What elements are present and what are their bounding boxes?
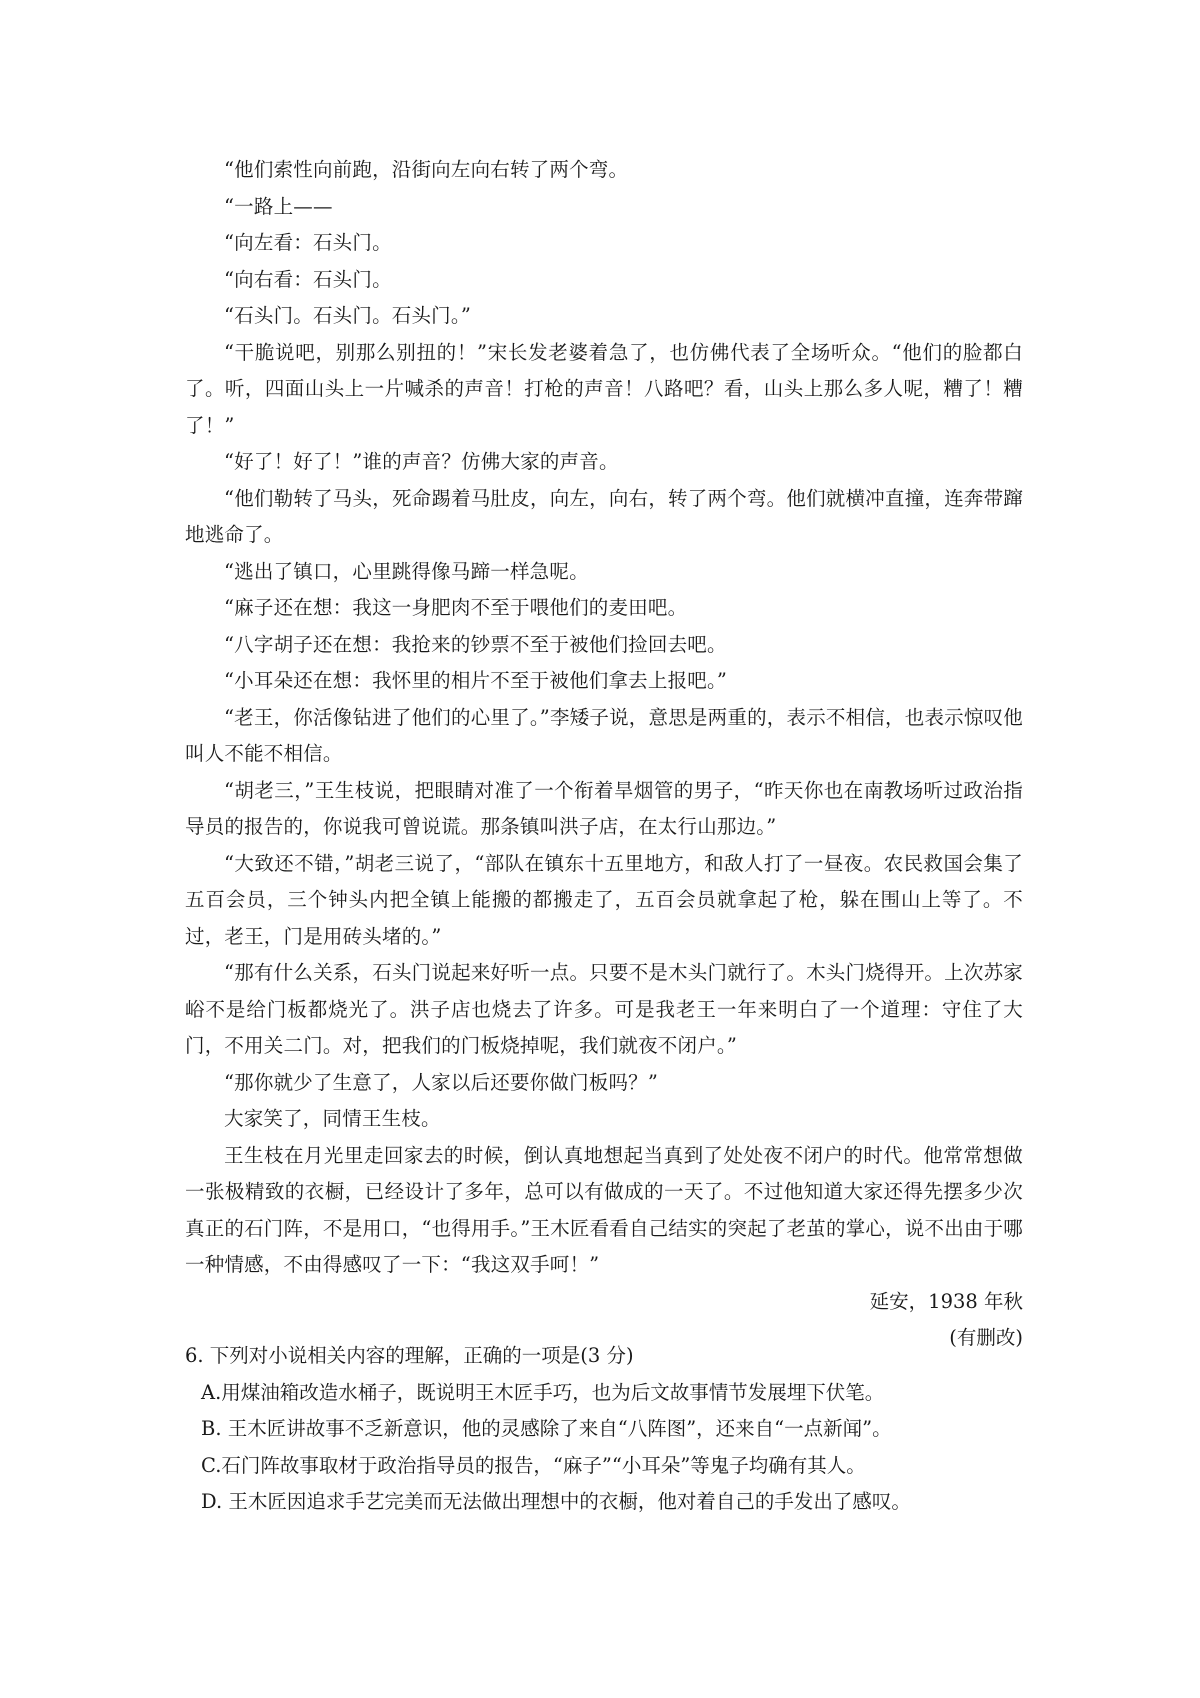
option-c: C.石门阵故事取材于政治指导员的报告，“麻子”“小耳朵”等鬼子均确有其人。 xyxy=(201,1453,866,1477)
question-6 xyxy=(185,1338,1023,1521)
paragraph: “八字胡子还在想：我抢来的钞票不至于被他们捡回去吧。 xyxy=(224,632,727,656)
option-b: B. 王木匠讲故事不乏新意识，他的灵感除了来自“八阵图”，还来自“一点新闻”。 xyxy=(201,1417,892,1440)
paragraph: “大致还不错，”胡老三说了，“部队在镇东十五里地方，和敌人打了一昼夜。农民救国会集了五百会员，三个钟头内把全镇上能搬的都搬走了，五百会员就拿起了枪，躲在围山上等了。不过，老王，门是用砖头堵的。” xyxy=(185,851,1023,948)
paragraph: “石头门。石头门。石头门。” xyxy=(224,304,471,327)
paragraph: “一路上—— xyxy=(224,194,333,218)
paragraph: “麻子还在想：我这一身肥肉不至于喂他们的麦田吧。 xyxy=(224,596,688,619)
paragraph: “干脆说吧，别那么别扭的！”宋长发老婆着急了，也仿佛代表了全场听众。“他们的脸都白了。听，四面山头上一片喊杀的声音！打枪的声音！八路吧？看，山头上那么多人呢，糟了！糟了！” xyxy=(185,340,1023,437)
paragraph: “那有什么关系，石头门说起来好听一点。只要不是木头门就行了。木头门烧得开。上次苏家峪不是给门板都烧光了。洪子店也烧去了许多。可是我老王一年来明白了一个道理：守住了大门，不用关二门。对，把我们的门板烧掉呢，我们就夜不闭户。” xyxy=(185,961,1023,1057)
dateline: 延安，1938 年秋 xyxy=(869,1289,1023,1313)
option-d: D. 王木匠因追求手艺完美而无法做出理想中的衣橱，他对着自己的手发出了感叹。 xyxy=(201,1490,911,1513)
paragraph: “逃出了镇口，心里跳得像马蹄一样急呢。 xyxy=(224,559,589,583)
paragraph: “小耳朵还在想：我怀里的相片不至于被他们拿去上报吧。” xyxy=(224,669,728,692)
paragraph: “老王，你活像钻进了他们的心里了。”李矮子说，意思是两重的，表示不相信，也表示惊叹他叫人不能不相信。 xyxy=(185,705,1023,765)
paragraph: “好了！好了！”谁的声音？仿佛大家的声音。 xyxy=(224,450,619,473)
paragraph: “向左看：石头门。 xyxy=(224,231,392,254)
paragraph: “胡老三，”王生枝说，把眼睛对准了一个衔着旱烟管的男子，“昨天你也在南教场听过政治指导员的报告的，你说我可曾说谎。那条镇叫洪子店，在太行山那边。” xyxy=(185,778,1023,838)
paragraph: “向右看：石头门。 xyxy=(224,267,392,291)
paragraph: 大家笑了，同情王生枝。 xyxy=(224,1107,441,1130)
paragraph: “他们勒转了马头，死命踢着马肚皮，向左，向右，转了两个弯。他们就横冲直撞，连奔带蹿地逃命了。 xyxy=(185,486,1023,546)
question-stem: 6. 下列对小说相关内容的理解，正确的一项是(3 分) xyxy=(185,1344,634,1367)
paragraph: 王生枝在月光里走回家去的时候，倒认真地想起当真到了处处夜不闭户的时代。他常常想做一张极精致的衣橱，已经设计了多年，总可以有做成的一天了。不过他知道大家还得先摆多少次真正的石门阵，不是用口，“也得用手。”王木匠看看自己结实的突起了老茧的掌心，说不出由于哪一种情感，不由得感叹了一下：“我这双手呵！” xyxy=(185,1143,1023,1276)
story-passage xyxy=(185,152,1023,1357)
paragraph: “那你就少了生意了，人家以后还要你做门板吗？” xyxy=(224,1070,659,1094)
paragraph: “他们索性向前跑，沿街向左向右转了两个弯。 xyxy=(224,158,629,181)
option-a: A.用煤油箱改造水桶子，既说明王木匠手巧，也为后文故事情节发展埋下伏笔。 xyxy=(201,1380,885,1404)
abridgement-note: (有删改) xyxy=(949,1326,1023,1349)
